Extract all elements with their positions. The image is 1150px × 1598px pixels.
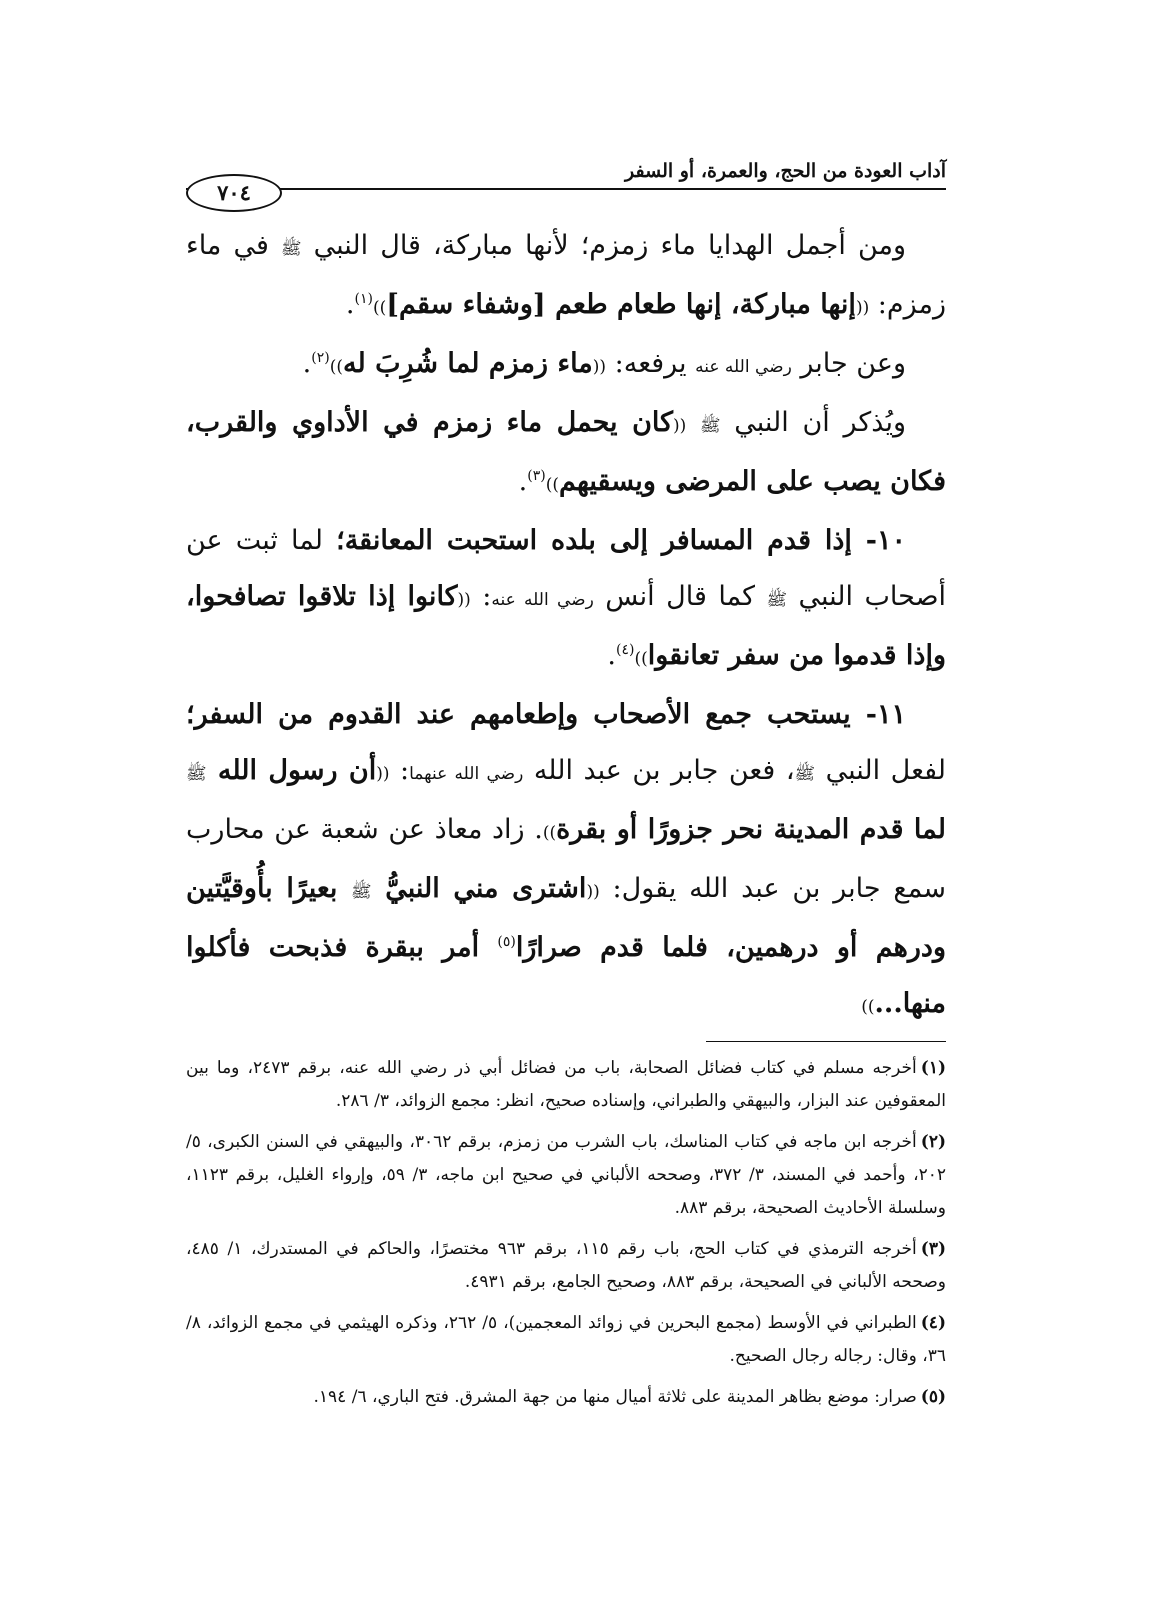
footnote-5 <box>186 1381 946 1414</box>
footnotes <box>186 1052 946 1414</box>
main-text <box>186 218 946 1035</box>
honorific: ﷺ <box>280 239 302 259</box>
quote-mark-open: (( <box>376 764 390 784</box>
quote-mark-close: )) <box>634 649 648 669</box>
footnote-ref-1[interactable]: (١) <box>354 291 373 307</box>
footnote-ref-4[interactable]: (٤) <box>616 642 635 658</box>
hadith-quote: لما قدم المدينة نحر جزورًا أو بقرة <box>556 814 946 845</box>
honorific: رضي الله عنه <box>491 590 594 610</box>
quote-mark-close: )) <box>329 357 343 377</box>
footnote-number: (١) <box>920 1058 947 1078</box>
header-rule <box>186 188 946 190</box>
footnote-1 <box>186 1052 946 1118</box>
point-heading: ١٠- إذا قدم المسافر إلى بلده استحبت المعانقة؛ <box>336 525 906 556</box>
point-heading: ١١- يستحب جمع الأصحاب وإطعامهم عند القدوم من السفر؛ <box>186 699 906 730</box>
footnote-ref-2[interactable]: (٢) <box>311 350 330 366</box>
footnote-4 <box>186 1307 946 1373</box>
page-header <box>186 150 946 208</box>
paragraph-point-10: ١٠- إذا قدم المسافر إلى بلده استحبت المعانقة؛ لما ثبت عن أصحاب النبي ﷺ كما قال أنس رضي الله عنه: ((كانوا إذا تلاقوا تصافحوا، وإذا قدموا من سفر تعانقوا))$^{(٤)}$. <box>186 525 946 671</box>
footnote-ref-5[interactable]: (٥) <box>497 934 516 950</box>
quote-mark-close: )) <box>861 997 875 1017</box>
hadith-quote: بعيرًا بأُوقيَّتين ودرهم أو درهمين، فلما قدم صرارًا <box>186 873 946 963</box>
quote-mark-open: (( <box>673 416 687 436</box>
quote-mark-open: (( <box>855 298 870 318</box>
footnote-separator <box>706 1041 946 1042</box>
footnote-3 <box>186 1233 946 1299</box>
hadith-quote: إنها مباركة، إنها طعام طعم [وشفاء سقم] <box>386 289 856 320</box>
footnote-text: أخرجه الترمذي في كتاب الحج، باب رقم ١١٥، برقم ٩٦٣ مختصرًا، والحاكم في المستدرك، ١/ ٤٨٥، وصححه الألباني في الصحيحة، برقم ٨٨٣، وصحيح الجامع، برقم ٤٩٣١. <box>186 1239 946 1292</box>
honorific: ﷺ <box>794 764 816 784</box>
footnote-number: (٤) <box>920 1313 946 1333</box>
quote-mark-close: )) <box>372 298 387 318</box>
hadith-quote: ماء زمزم لما شُرِبَ له <box>342 348 593 379</box>
honorific: ﷺ <box>700 416 721 436</box>
quote-mark-open: (( <box>457 590 471 610</box>
quote-mark-close: )) <box>542 823 557 843</box>
footnote-number: (٥) <box>920 1387 946 1407</box>
footnote-number: (٢) <box>920 1132 946 1152</box>
paragraph-point-11: ١١- يستحب جمع الأصحاب وإطعامهم عند القدوم من السفر؛ لفعل النبي ﷺ، فعن جابر بن عبد الله رضي الله عنهما: ((أن رسول الله ﷺ لما قدم المدينة نحر جزورًا أو بقرة)). زاد معاذ عن شعبة عن محارب سمع جابر بن عبد الله يقول: ((اشترى مني النبيُّ ﷺ بعيرًا بأُوقيَّتين ودرهم أو درهمين، فلما قدم صرارًا$^{(٥)}$ أمر ببقرة فذبحت فأكلوا منها...)) <box>186 699 946 1019</box>
quote-mark-open: (( <box>586 882 600 902</box>
footnote-2 <box>186 1126 946 1225</box>
quote-mark-close: )) <box>545 475 559 495</box>
running-title: آداب العودة من الحج، والعمرة، أو السفر <box>625 160 946 182</box>
paragraph-carrying-zamzam: ويُذكر أن النبي ﷺ ((كان يحمل ماء زمزم في الأداوي والقرب، فكان يصب على المرضى ويسقيهم))$^{(٣)}$. <box>186 407 946 497</box>
footnote-text: أخرجه ابن ماجه في كتاب المناسك، باب الشرب من زمزم، برقم ٣٠٦٢، والبيهقي في السنن الكبرى، ٥/ ٢٠٢، وأحمد في المسند، ٣/ ٣٧٢، وصححه الألباني في صحيح ابن ماجه، ٣/ ٥٩، وإرواء الغليل، برقم ١١٢٣، وسلسلة الأحاديث الصحيحة، برقم ٨٨٣. <box>186 1132 946 1218</box>
hadith-quote: كانوا إذا تلاقوا تصافحوا، وإذا قدموا من سفر تعانقوا <box>186 581 946 671</box>
hadith-quote: اشترى مني النبيُّ <box>371 873 587 904</box>
honorific: ﷺ <box>766 590 788 610</box>
quote-mark-open: (( <box>592 357 607 377</box>
footnote-text: أخرجه مسلم في كتاب فضائل الصحابة، باب من فضائل أبي ذر رضي الله عنه، برقم ٢٤٧٣، وما بين المعقوفين عند البزار، والبيهقي والطبراني، وإسناده صحيح، انظر: مجمع الزوائد، ٣/ ٢٨٦. <box>186 1058 946 1111</box>
honorific: رضي الله عنهما <box>409 764 524 784</box>
hadith-quote: أمر ببقرة فذبحت فأكلوا منها... <box>186 932 946 1019</box>
page-number: ٧٠٤ <box>186 174 282 212</box>
honorific: رضي الله عنه <box>695 357 792 377</box>
paragraph-jabir-hadith: وعن جابر رضي الله عنه يرفعه: ((ماء زمزم لما شُرِبَ له))$^{(٢)}$. <box>302 348 906 379</box>
footnote-text: الطبراني في الأوسط (مجمع البحرين في زوائد المعجمين)، ٥/ ٢٦٢، وذكره الهيثمي في مجمع الزوائد، ٨/ ٣٦، وقال: رجاله رجال الصحيح. <box>186 1313 946 1366</box>
footnote-ref-3[interactable]: (٣) <box>527 468 546 484</box>
honorific: ﷺ <box>186 764 207 784</box>
honorific: ﷺ <box>351 882 372 902</box>
footnote-text: صرار: موضع بظاهر المدينة على ثلاثة أميال منها من جهة المشرق. فتح الباري، ٦/ ١٩٤. <box>313 1387 917 1407</box>
book-page <box>186 150 946 1422</box>
hadith-quote: أن رسول الله <box>206 755 377 786</box>
hadith-quote: كان يحمل ماء زمزم في الأداوي والقرب، فكان يصب على المرضى ويسقيهم <box>186 407 946 497</box>
paragraph-zamzam-gift: ومن أجمل الهدايا ماء زمزم؛ لأنها مباركة، قال النبي ﷺ في ماء زمزم: ((إنها مباركة، إنها طعام طعم [وشفاء سقم]))$^{(١)}$. <box>186 230 946 320</box>
footnote-number: (٣) <box>920 1239 946 1259</box>
